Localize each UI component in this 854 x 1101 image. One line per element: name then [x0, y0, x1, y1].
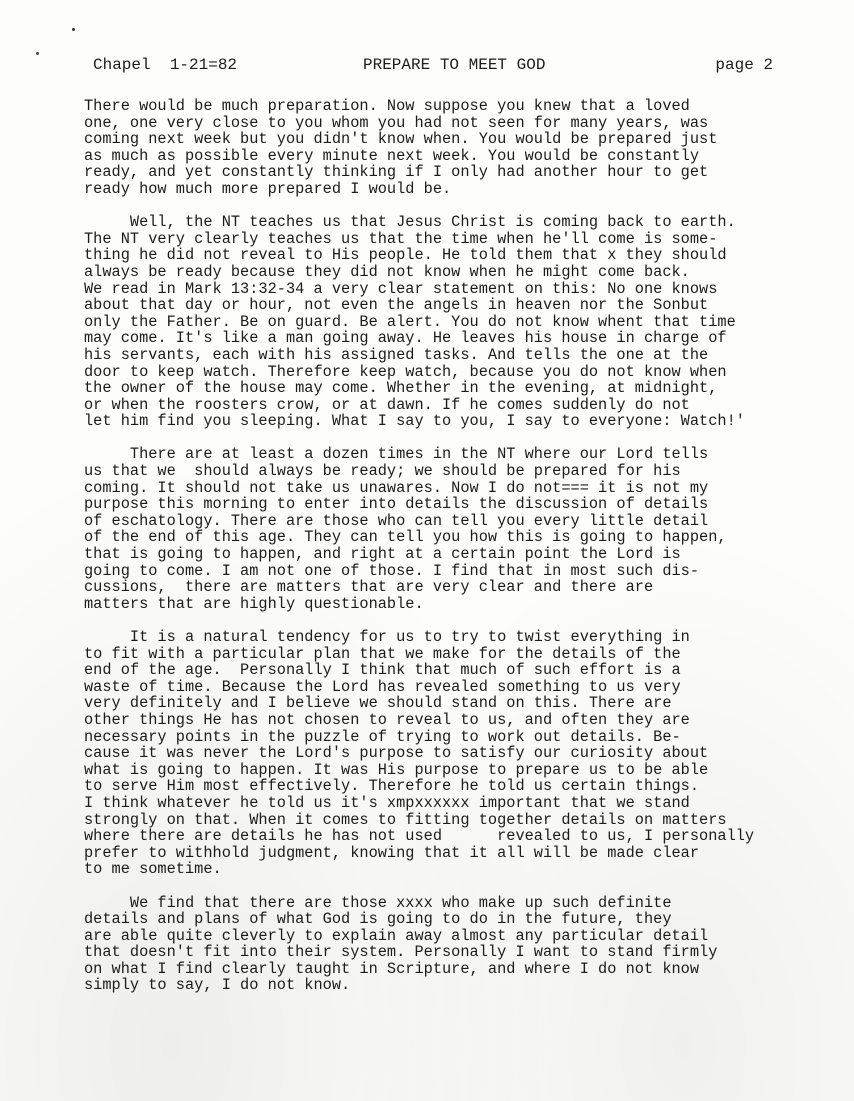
- paragraph: [84, 214, 844, 430]
- text-line: It is a natural tendency for us to try to twist everything in: [84, 628, 690, 646]
- header-date: Chapel 1-21=82: [93, 56, 238, 74]
- paragraph: [84, 446, 844, 612]
- text-line: cause it was never the Lord's purpose to satisfy our curiosity about: [84, 744, 709, 763]
- text-line: what is going to happen. It was His purpose to prepare us to be able: [84, 760, 709, 779]
- text-line: going to come. I am not one of those. I find that in most such dis-: [84, 561, 700, 580]
- text-line: The NT very clearly teaches us that the time when he'll come is some-: [84, 229, 718, 248]
- text-line: that is going to happen, and right at a certain point the Lord is: [84, 545, 681, 564]
- text-line: of eschatology. There are those who can tell you every little detail: [84, 511, 709, 530]
- text-line: end of the age. Personally I think that much of such effort is a: [84, 661, 681, 680]
- text-line: to fit with a particular plan that we make for the details of the: [84, 644, 681, 663]
- text-line: on what I find clearly taught in Scripture, and where I do not know: [84, 959, 700, 978]
- text-line: that doesn't fit into their system. Personally I want to stand firmly: [84, 943, 718, 962]
- text-line: are able quite cleverly to explain away almost any particular detail: [84, 926, 709, 945]
- paragraph: [84, 629, 844, 878]
- text-line: always be ready because they did not know when he might come back.: [84, 262, 690, 281]
- text-line: of the end of this age. They can tell you how this is going to happen,: [84, 528, 727, 547]
- text-line: simply to say, I do not know.: [84, 976, 351, 995]
- text-line: to me sometime.: [84, 860, 222, 879]
- text-line: where there are details he has not used revealed to us, I personally: [84, 827, 755, 846]
- text-line: prefer to withhold judgment, knowing that it all will be made clear: [84, 843, 700, 862]
- text-line: Well, the NT teaches us that Jesus Christ is coming back to earth.: [84, 213, 736, 232]
- header-page-number: page 2: [715, 56, 773, 74]
- text-line: There would be much preparation. Now suppose you knew that a loved: [84, 97, 690, 115]
- text-line: strongly on that. When it comes to fitting together details on matters: [84, 810, 727, 829]
- text-line: one, one very close to you whom you had not seen for many years, was: [84, 113, 709, 132]
- text-line: as much as possible every minute next week. You would be constantly: [84, 146, 700, 165]
- text-line: or when the roosters crow, or at dawn. If he comes suddenly do not: [84, 395, 690, 414]
- text-line: We read in Mark 13:32-34 a very clear statement on this: No one knows: [84, 279, 718, 298]
- text-line: his servants, each with his assigned tasks. And tells the one at the: [84, 345, 709, 364]
- paragraph: [84, 895, 844, 995]
- text-line: may come. It's like a man going away. He leaves his house in charge of: [84, 329, 727, 348]
- header-title: PREPARE TO MEET GOD: [363, 56, 546, 74]
- text-line: ready how much more prepared I would be.: [84, 179, 452, 198]
- text-line: about that day or hour, not even the angels in heaven nor the Sonbut: [84, 296, 709, 315]
- page-header: [93, 56, 773, 76]
- text-line: coming next week but you didn't know when. You would be prepared just: [84, 130, 718, 149]
- text-line: I think whatever he told us it's xmpxxxxxx important that we stand: [84, 793, 690, 812]
- text-line: ready, and yet constantly thinking if I only had another hour to get: [84, 163, 709, 182]
- text-line: other things He has not chosen to reveal to us, and often they are: [84, 710, 690, 729]
- text-line: only the Father. Be on guard. Be alert. You do not know whent that time: [84, 312, 736, 331]
- text-line: cussions, there are matters that are very clear and there are: [84, 578, 654, 597]
- text-line: us that we should always be ready; we should be prepared for his: [84, 462, 681, 481]
- speck-mark: [36, 52, 39, 55]
- text-line: necessary points in the puzzle of trying to work out details. Be-: [84, 727, 681, 746]
- text-line: We find that there are those xxxx who make up such definite: [84, 893, 672, 912]
- text-line: very definitely and I believe we should stand on this. There are: [84, 694, 672, 713]
- text-line: details and plans of what God is going to do in the future, they: [84, 910, 672, 929]
- text-line: matters that are highly questionable.: [84, 594, 424, 613]
- text-line: purpose this morning to enter into details the discussion of details: [84, 495, 709, 514]
- text-line: the owner of the house may come. Whether in the evening, at midnight,: [84, 379, 718, 398]
- speck-mark: [72, 28, 75, 31]
- text-line: let him find you sleeping. What I say to you, I say to everyone: Watch!': [84, 412, 745, 431]
- text-line: There are at least a dozen times in the NT where our Lord tells: [84, 445, 709, 464]
- document-body: [84, 98, 844, 1011]
- paragraph: [84, 98, 844, 198]
- text-line: coming. It should not take us unawares. Now I do not=== it is not my: [84, 478, 709, 497]
- text-line: waste of time. Because the Lord has revealed something to us very: [84, 677, 681, 696]
- text-line: door to keep watch. Therefore keep watch, because you do not know when: [84, 362, 727, 381]
- text-line: to serve Him most effectively. Therefore he told us certain things.: [84, 777, 700, 796]
- text-line: thing he did not reveal to His people. He told them that x they should: [84, 246, 727, 265]
